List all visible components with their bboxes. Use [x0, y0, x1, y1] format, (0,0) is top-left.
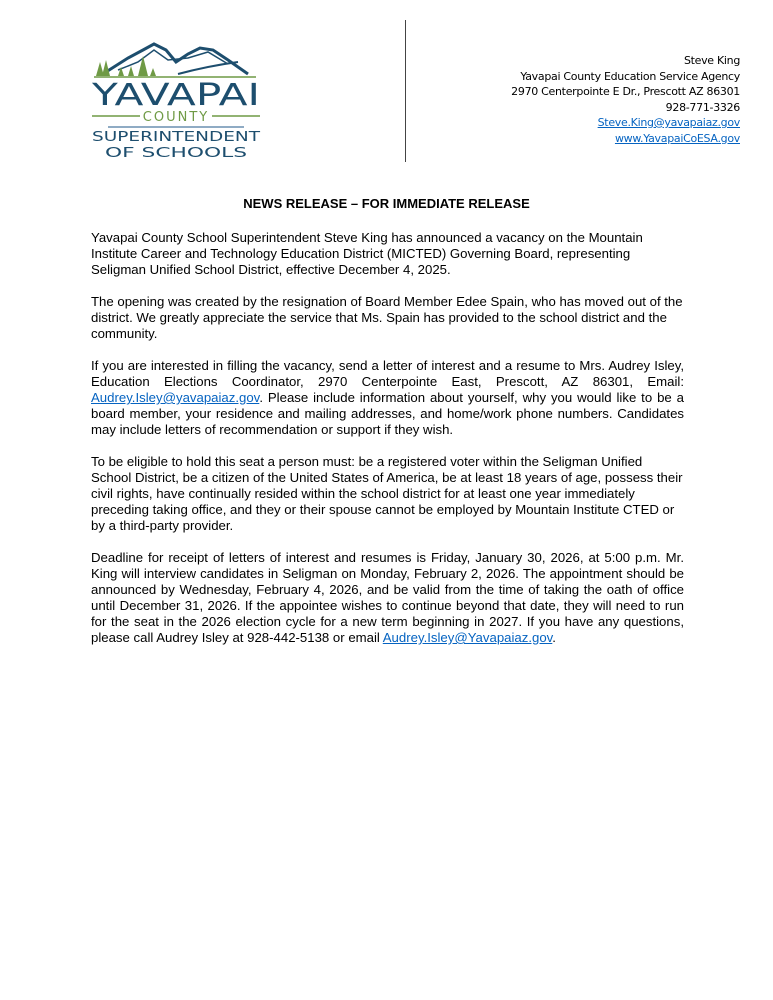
paragraph-eligibility: To be eligible to hold this seat a person must: be a registered voter within the Seligman Unified School District, be a citizen of the United States of America, be at least 18 years of age, possess their civil rights, have continually resided within the school district for at least one year immediately preceding taking office, and they or their spouse cannot be employed by Mountain Institute CTED or by a third-party provider. — [91, 454, 683, 533]
contact-name: Steve King — [683, 54, 740, 67]
header-divider — [405, 20, 406, 162]
contact-agency: Yavapai County Education Service Agency — [520, 69, 740, 83]
svg-text:OF SCHOOLS: OF SCHOOLS — [105, 146, 247, 161]
svg-text:YAVAPAI: YAVAPAI — [90, 78, 260, 113]
audrey-email-link[interactable]: Audrey.Isley@yavapaiaz.gov — [91, 390, 260, 405]
apply-text-cont: . Please include information about yourself, why you would like to be a board member, your residence and mailing addresses, and home/work phone numbers. Candidates may include letters of recommendation or support if they wish. — [91, 390, 684, 437]
mountain-logo-icon — [88, 40, 264, 162]
audrey-email-link-2[interactable]: Audrey.Isley@Yavapaiaz.gov — [382, 630, 553, 645]
deadline-text: Deadline for receipt of letters of interest and resumes is Friday, January 30, 2026, at 5:00 p.m. Mr. King will interview candidates in Seligman on Monday, February 2, 2026. The appointment should be announced by Wednesday, February 4, 2026, and be valid from the time of taking the oath of office until December 31, 2026. If the appointee wishes to continue beyond that date, they will need to run for the seat in the 2026 election cycle for a new term beginning in 2027. If you have any questions, please call Audrey Isley at 928-442-5138 or email — [91, 550, 684, 645]
paragraph-announcement: Yavapai County School Superintendent Steve King has announced a vacancy on the Mountain Institute Career and Technology Education District (MICTED) Governing Board, representing Seligman Unified School District, effective December 4, 2025. — [91, 230, 643, 277]
deadline-text-end: . — [552, 630, 556, 645]
svg-text:SUPERINTENDENT: SUPERINTENDENT — [92, 130, 261, 145]
svg-text:COUNTY: COUNTY — [142, 110, 210, 125]
release-body — [91, 230, 684, 662]
contact-phone: 928-771-3326 — [665, 100, 740, 114]
contact-block — [511, 53, 740, 146]
apply-text: If you are interested in filling the vacancy, send a letter of interest and a resume to Mrs. Audrey Isley, Education Elections Coordinator, 2970 Centerpointe East, Prescott, AZ 86301, Email: — [91, 358, 684, 389]
paragraph-how-to-apply — [91, 358, 684, 438]
contact-email-link[interactable]: Steve.King@yavapaiaz.gov — [597, 116, 740, 129]
yavapai-county-logo — [88, 40, 264, 162]
paragraph-deadline — [91, 550, 684, 646]
contact-address: 2970 Centerpointe E Dr., Prescott AZ 86301 — [511, 85, 740, 98]
paragraph-resignation: The opening was created by the resignation of Board Member Edee Spain, who has moved out of the district. We greatly appreciate the service that Ms. Spain has provided to the school district and the community. — [91, 294, 683, 341]
contact-website-link[interactable]: www.YavapaiCoESA.gov — [614, 131, 740, 145]
news-release-headline: NEWS RELEASE – FOR IMMEDIATE RELEASE — [243, 196, 530, 211]
